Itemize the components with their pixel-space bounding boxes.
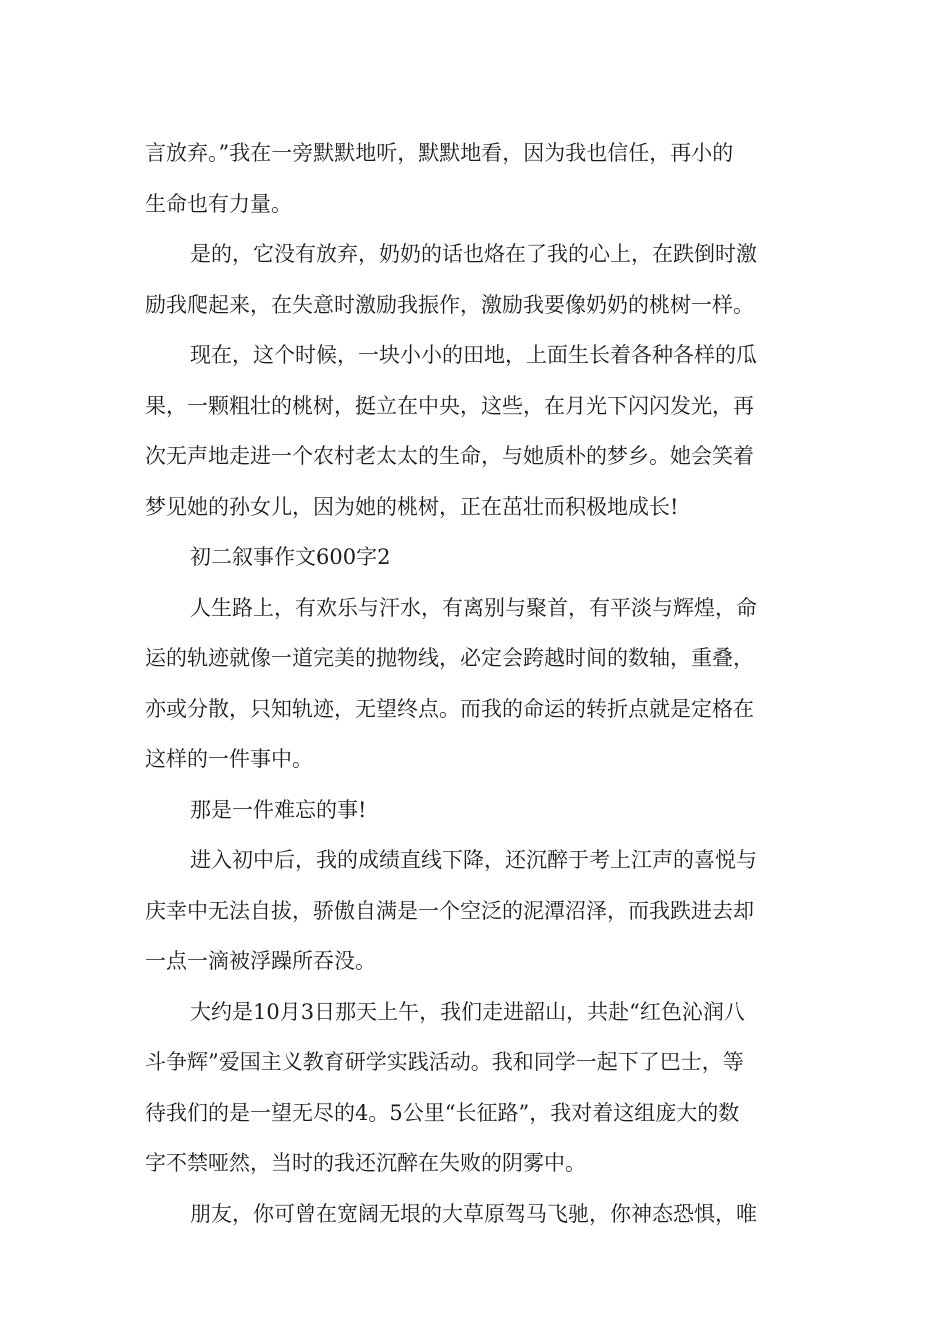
- text-line: 字不禁哑然，当时的我还沉醉在失败的阴雾中。: [145, 1151, 586, 1175]
- text-line: 梦见她的孙女儿，因为她的桃树，正在茁壮而积极地成长!: [145, 494, 679, 519]
- text-line: 现在，这个时候，一块小小的田地，上面生长着各种各样的瓜: [190, 343, 757, 367]
- document-body: [145, 128, 815, 1239]
- section-heading: [145, 532, 815, 583]
- paragraph-5: [145, 583, 815, 785]
- text-line: 大约是10月3日那天上午，我们走进韶山，共赴“红色沁润八: [190, 999, 745, 1024]
- text-line: 人生路上，有欢乐与汗水，有离别与聚首，有平淡与辉煌，命: [190, 595, 757, 620]
- heading-line: 初二叙事作文600字2: [190, 545, 391, 569]
- text-line: 亦或分散，只知轨迹，无望终点。而我的命运的转折点就是定格在: [145, 696, 754, 721]
- text-line: 待我们的是一望无尽的4。5公里“长征路”，我对着这组庞大的数: [145, 1100, 740, 1125]
- text-line: 果，一颗粗壮的桃树，挺立在中央，这些，在月光下闪闪发光，再: [145, 393, 754, 418]
- paragraph-8: [145, 987, 815, 1189]
- paragraph-7: [145, 835, 815, 987]
- text-line: 庆幸中无法自拔，骄傲自满是一个空泛的泥潭沼泽，而我跌进去却: [145, 898, 754, 923]
- paragraph-9: [145, 1189, 815, 1240]
- text-line: 这样的一件事中。: [145, 747, 313, 771]
- text-line: 次无声地走进一个农村老太太的生命，与她质朴的梦乡。她会笑着: [145, 444, 754, 468]
- paragraph-3: [145, 330, 815, 532]
- paragraph-6: [145, 785, 815, 836]
- text-line: 生命也有力量。: [145, 191, 292, 216]
- text-line: 进入初中后，我的成绩直线下降，还沉醉于考上江声的喜悦与: [190, 848, 757, 872]
- text-line: 是的，它没有放弃，奶奶的话也烙在了我的心上，在跌倒时激: [190, 242, 757, 266]
- text-line: 运的轨迹就像一道完美的抛物线，必定会跨越时间的数轴，重叠，: [145, 646, 754, 670]
- paragraph-1: [145, 128, 815, 229]
- text-line: 那是一件难忘的事!: [190, 797, 367, 822]
- text-line: 言放弃。”我在一旁默默地听，默默地看，因为我也信任，再小的: [145, 141, 734, 165]
- text-line: 斗争辉”爱国主义教育研学实践活动。我和同学一起下了巴士，等: [145, 1050, 744, 1074]
- text-line: 励我爬起来，在失意时激励我振作，激励我要像奶奶的桃树一样。: [145, 292, 754, 317]
- text-line: 朋友，你可曾在宽阔无垠的大草原驾马飞驰，你神态恐惧，唯: [190, 1201, 757, 1226]
- text-line: 一点一滴被浮躁所吞没。: [145, 949, 376, 973]
- paragraph-2: [145, 229, 815, 330]
